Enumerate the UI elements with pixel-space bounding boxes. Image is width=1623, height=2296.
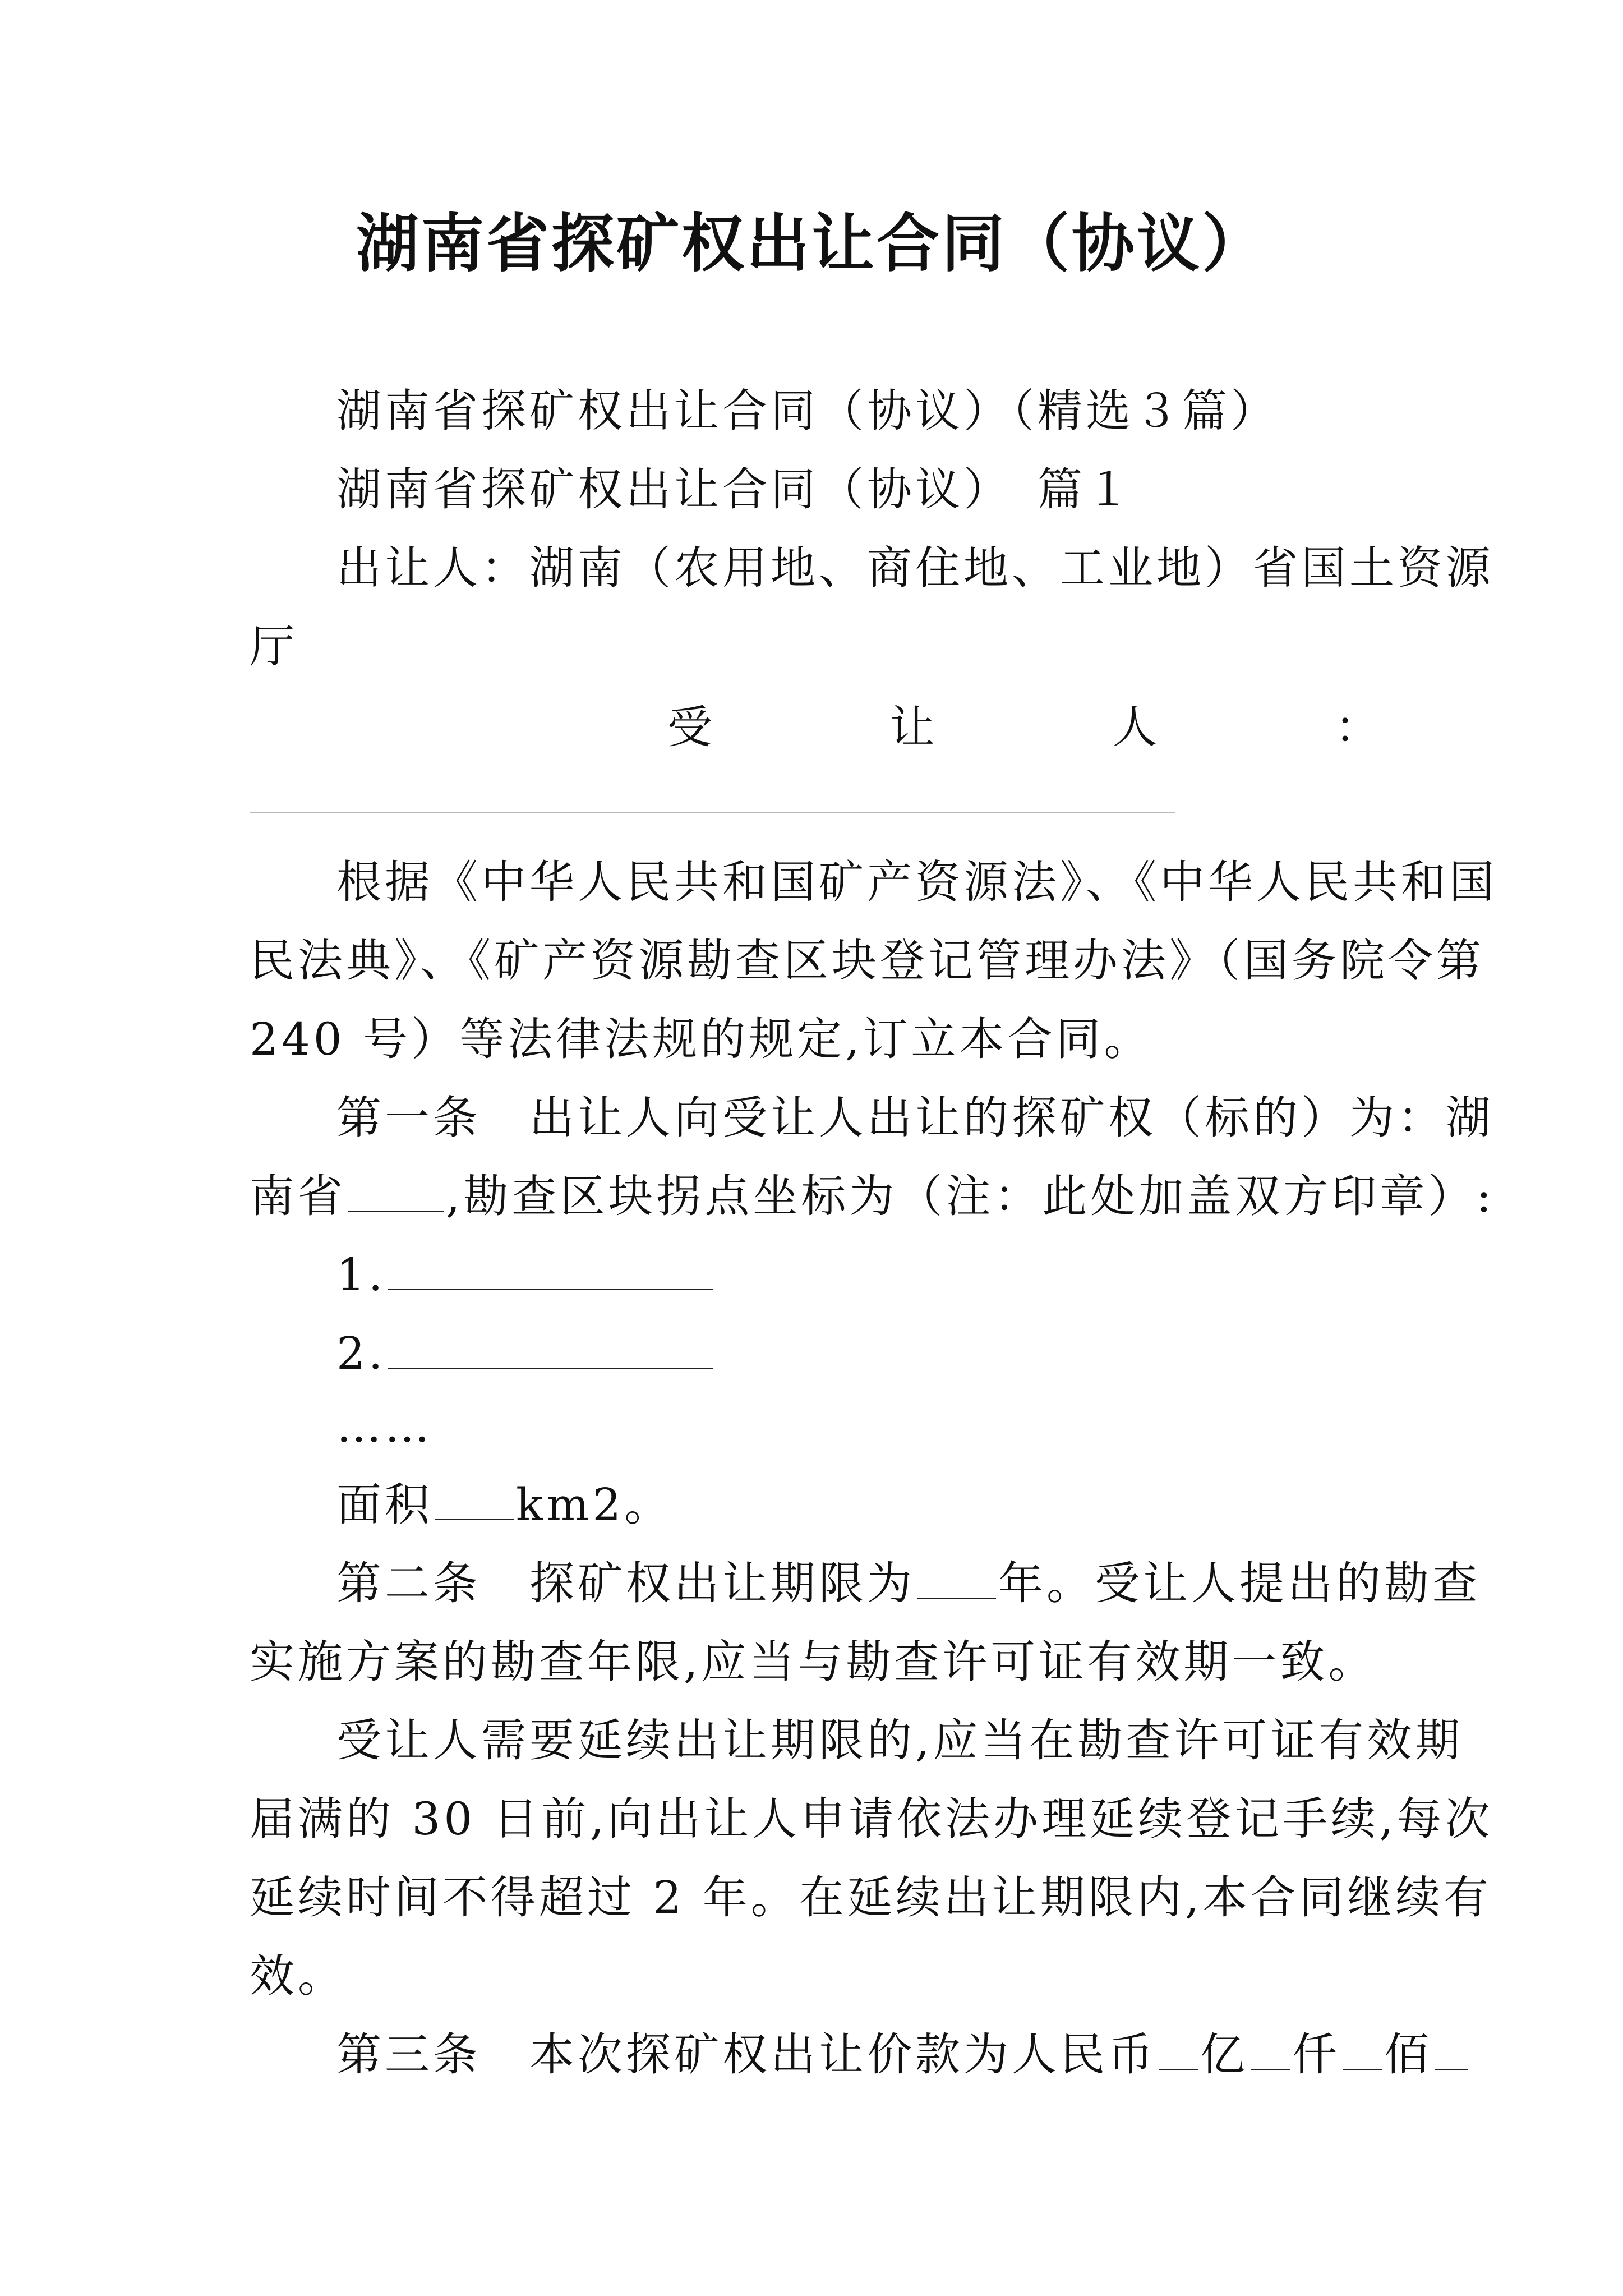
- extension-line-2: 届满的 30 日前,向出让人申请依法办理延续登记手续,每次: [250, 1793, 1493, 1845]
- article-2-line-2: 实施方案的勘查年限,应当与勘查许可证有效期一致。: [250, 1636, 1377, 1688]
- basis-line-2: 民法典》、《矿产资源勘查区块登记管理办法》（国务院令第: [250, 935, 1484, 987]
- article-1-line-1: 第一条 出让人向受让人出让的探矿权（标的）为：湖: [336, 1092, 1494, 1144]
- bai-blank: [1343, 2030, 1382, 2070]
- coordinate-1: 1.: [336, 1247, 716, 1303]
- assignee-line: [667, 700, 1380, 756]
- assignee-char: 让: [889, 701, 935, 753]
- ellipsis: ……: [336, 1400, 433, 1452]
- assignee-underline: [250, 812, 1175, 813]
- coordinate-2: 2.: [336, 1326, 716, 1382]
- article-3-line-1: 第三条 本次探矿权出让价款为人民币 亿 仟 佰: [336, 2027, 1470, 2083]
- yi-blank: [1159, 2030, 1198, 2070]
- extension-line-1: 受让人需要延续出让期限的,应当在勘查许可证有效期: [336, 1714, 1464, 1766]
- qian-blank: [1251, 2030, 1290, 2070]
- shi-blank: [1435, 2030, 1468, 2070]
- assignee-char: 人: [1112, 701, 1158, 753]
- basis-line-3: 240 号）等法律法规的规定,订立本合同。: [250, 1013, 1152, 1065]
- article-2-line-1: 第二条 探矿权出让期限为 年。受让人提出的勘查: [336, 1557, 1481, 1609]
- section-heading: 湖南省探矿权出让合同（协议） 篇１: [336, 463, 1134, 516]
- area-blank: [435, 1480, 514, 1520]
- assignor-line-2: 厅: [250, 620, 298, 673]
- assignee-char: 受: [667, 701, 712, 753]
- document-title: 湖南省探矿权出让合同（协议）: [356, 207, 1267, 280]
- extension-line-3: 延续时间不得超过 2 年。在延续出让期限内,本合同继续有: [250, 1871, 1492, 1924]
- article-1-province: 南省: [250, 1170, 346, 1222]
- area-line: 面积 km2。: [336, 1479, 673, 1531]
- term-years-blank: [917, 1558, 996, 1599]
- assignee-char: ：: [1334, 701, 1380, 753]
- coordinate-2-blank: [388, 1328, 713, 1369]
- basis-line-1: 根据《中华人民共和国矿产资源法》、《中华人民共和国: [336, 856, 1497, 908]
- article-1-line-2: [250, 1168, 1495, 1225]
- coordinate-1-blank: [388, 1250, 713, 1290]
- extension-line-4: 效。: [250, 1950, 346, 2002]
- assignor-line-1: 出让人：湖南（农用地、商住地、工业地）省国土资源: [336, 542, 1494, 594]
- article-1-coords-intro: ,勘查区块拐点坐标为（注：此处加盖双方印章）:: [446, 1170, 1495, 1222]
- subtitle: 湖南省探矿权出让合同（协议）（精选３篇）: [336, 385, 1279, 437]
- province-blank: [348, 1171, 444, 1212]
